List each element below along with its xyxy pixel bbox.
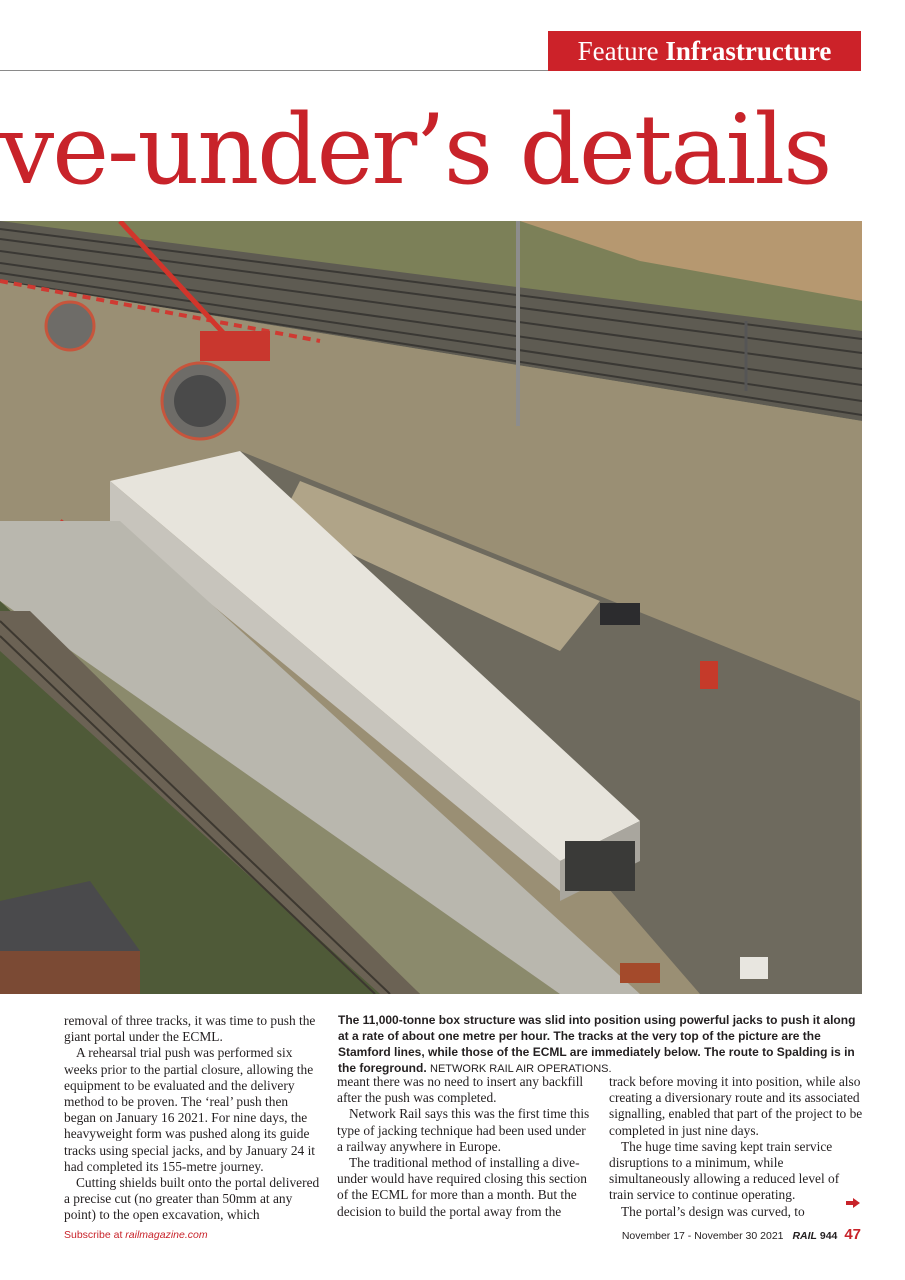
section-label: Feature xyxy=(577,36,659,66)
issue-date-range: November 17 - November 30 2021 xyxy=(621,1230,784,1242)
magazine-name: RAIL xyxy=(792,1230,817,1242)
headline: ve-under’s details xyxy=(0,94,831,206)
paragraph: The portal’s design was curved, to xyxy=(621,1203,805,1219)
header-rule xyxy=(0,70,548,71)
paragraph: A rehearsal trial push was performed six weeks prior to the partial closure, allowing the equipment to be evaluated and the delivery method to be proven. The ‘real’ push then began on January 16 2021. For nine days, the heavyweight form was pushed along its guide tracks using special jacks, and by January 24 it had completed its 155-metre journey. xyxy=(64,1045,316,1174)
paragraph: Network Rail says this was the first time this type of jacking technique had been used under a railway anywhere in Europe. xyxy=(337,1106,590,1154)
page-number: 47 xyxy=(844,1226,861,1243)
paragraph: track before moving it into position, while also creating a diversionary route and its associated signalling, enabled that part of the project to be completed in just nine days. xyxy=(609,1074,863,1138)
subscribe-site: railmagazine.com xyxy=(125,1229,208,1241)
aerial-photo-illustration xyxy=(0,221,862,994)
photo-caption xyxy=(338,1012,866,1077)
paragraph: removal of three tracks, it was time to push the giant portal under the ECML. xyxy=(64,1013,316,1045)
paragraph: The traditional method of installing a dive-under would have required closing this section of the ECML for more than a month. But the decision to build the portal away from the xyxy=(337,1155,587,1219)
paragraph: Cutting shields built onto the portal delivered a precise cut (no greater than 50mm at any point) to the open excavation, which xyxy=(64,1175,320,1223)
aerial-photo xyxy=(0,221,862,994)
page-footer xyxy=(622,1226,861,1243)
photo-credit: NETWORK RAIL AIR OPERATIONS. xyxy=(430,1063,612,1075)
body-column-2 xyxy=(337,1074,593,1220)
body-column-1 xyxy=(64,1013,320,1224)
section-topic: Infrastructure xyxy=(665,36,832,66)
subscribe-link[interactable] xyxy=(64,1229,208,1241)
paragraph: meant there was no need to insert any backfill after the push was completed. xyxy=(337,1074,584,1106)
continue-arrow-icon xyxy=(846,1198,860,1208)
body-column-3 xyxy=(609,1074,865,1220)
paragraph: The huge time saving kept train service disruptions to a minimum, while simultaneously allowing a reduced level of train service to continue operating. xyxy=(609,1138,840,1203)
subscribe-prefix: Subscribe at xyxy=(64,1229,126,1241)
section-tag xyxy=(548,31,861,71)
caption-text: The 11,000-tonne box structure was slid into position using powerful jacks to push it along at a rate of about one metre per hour. The tracks at the very top of the picture are the Stamford lines, while those of the ECML are immediately below. The route to Spalding is in the foreground. xyxy=(338,1013,856,1075)
issue-number: 944 xyxy=(819,1230,838,1242)
